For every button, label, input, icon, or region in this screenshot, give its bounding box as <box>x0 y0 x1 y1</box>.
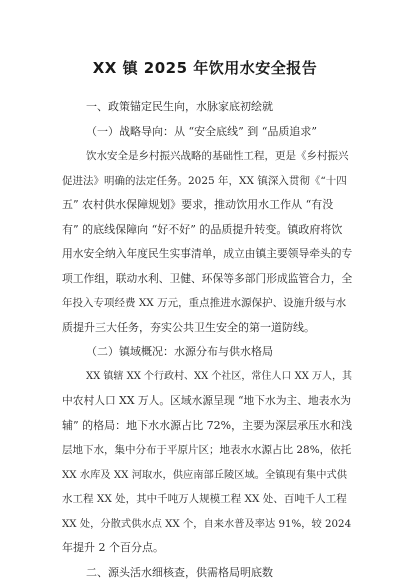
paragraph-line: XX 镇辖 XX 个行政村、XX 个社区，常住人口 XX 万人，其 <box>86 371 353 382</box>
paragraph-line: 中农村人口 XX 万人。区域水源呈现 “地下水为主、地表水为 <box>62 394 352 407</box>
paragraph-line: 项工作组，联动水利、卫健、环保等多部门形成监管合力，全 <box>62 272 353 285</box>
paragraph-line: XX 处，分散式供水点 XX 个，自来水普及率达 91%，较 2024 <box>62 518 352 530</box>
paragraph-line: 层地下水，集中分布于平原片区；地表水水源占比 28%，依托 <box>62 444 352 456</box>
paragraph-line: 有” 的底线保障向 “好不好” 的品质提升转变。镇政府将饮 <box>62 223 343 236</box>
paragraph-line: 用水安全纳入年度民生实事清单，成立由镇主要领导牵头的专 <box>62 247 353 260</box>
paragraph-line: 饮水安全是乡村振兴战略的基础性工程，更是《乡村振兴 <box>86 150 349 162</box>
paragraph-line: 质提升三大任务，夯实公共卫生安全的第一道防线。 <box>62 321 315 334</box>
paragraph-line: 促进法》明确的法定任务。2025 年，XX 镇深入贯彻《“十四 <box>62 175 347 187</box>
paragraph-line: 水工程 XX 处，其中千吨万人规模工程 XX 处、百吨千人工程 <box>62 493 347 505</box>
subsection-heading-1: （一）战略导向：从 “安全底线” 到 “品质追求” <box>86 125 317 138</box>
section-heading-1: 一、政策锚定民生向，水脉家底初绘就 <box>86 100 273 113</box>
paragraph-line: 五” 农村供水保障规划》要求，推动饮用水工作从 “有没 <box>62 198 334 211</box>
paragraph-line: 辅” 的格局：地下水水源占比 72%，主要为深层承压水和浅 <box>62 419 353 432</box>
paragraph-line: 年投入专项经费 XX 万元，重点推进水源保护、设施升级与水 <box>62 297 347 309</box>
document-title: XX 镇 2025 年饮用水安全报告 <box>92 59 318 77</box>
paragraph-line: XX 水库及 XX 河取水，供应南部丘陵区域。全镇现有集中式供 <box>62 469 347 481</box>
paragraph-line: 年提升 2 个百分点。 <box>62 541 164 554</box>
subsection-heading-2: （二）镇域概况：水源分布与供水格局 <box>86 345 273 358</box>
section-heading-2: 二、源头活水细核查，供需格局明底数 <box>86 566 273 579</box>
